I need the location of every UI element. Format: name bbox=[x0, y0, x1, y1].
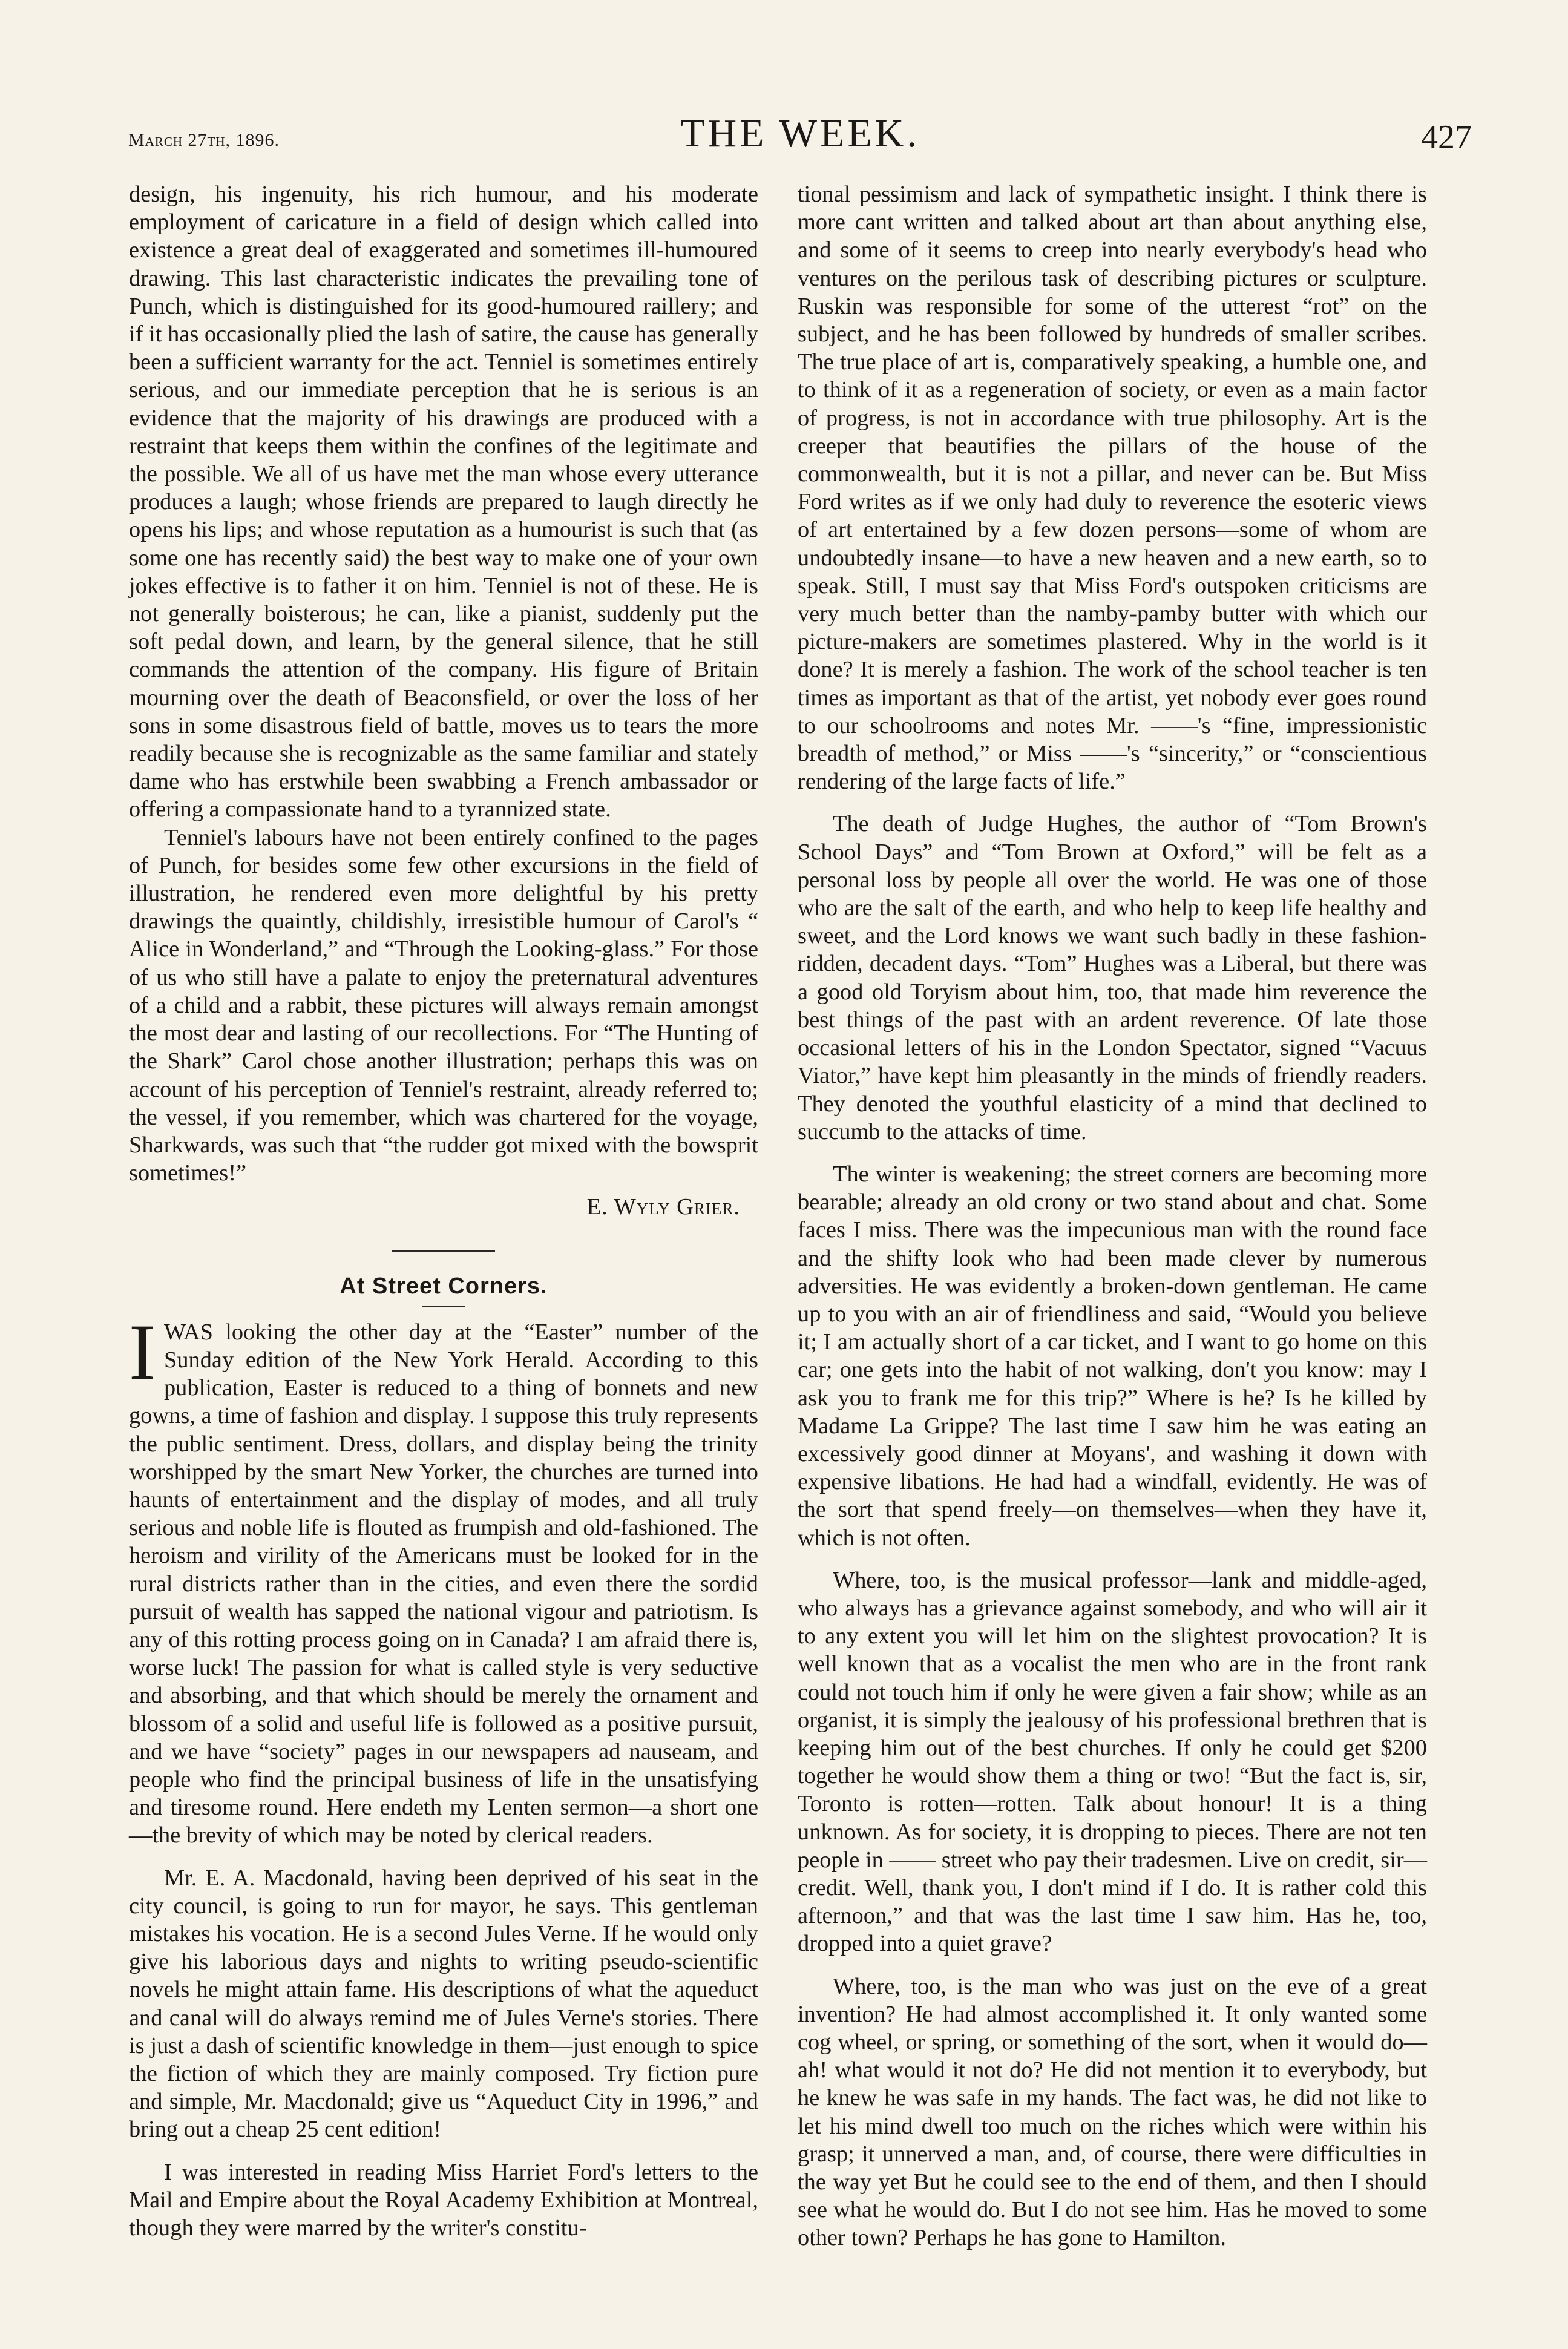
paragraph-art-cant: tional pessimism and lack of sympathetic insight. I think there is more cant written and talked about art than about anything else, and some of it seems to creep into nearly everybody's head who ventures on the perilous task of describing pictures or sculpture. Ruskin was responsible for some of the utterest “rot” on the subject, and he has been followed by hundreds of smaller scribes. The true place of art is, comparatively speaking, a humble one, and to think of it as a regeneration of society, or even as a main factor of progress, is not in accordance with true philosophy. Art is the creeper that beautifies the pillars of the house of the commonwealth, but it is not a pillar, and never can be. But Miss Ford writes as if we only had duly to reverence the esoteric views of art entertained by a few dozen persons—some of whom are undoubtedly insane—to have a new heaven and a new earth, so to speak. Still, I must say that Miss Ford's outspoken criticisms are very much better than the namby-pamby butter with which our picture-makers are sometimes plastered. Why in the world is it done? It is merely a fashion. The work of the school teacher is ten times as important as that of the artist, yet nobody ever goes round to our schoolrooms and notes Mr. ——'s “fine, impressionistic breadth of method,” or Miss ——'s “sincerity,” or “conscientious rendering of the large facts of life.” bbox=[798, 182, 1427, 795]
paragraph-tenniel-2: Tenniel's labours have not been entirely confined to the pages of Punch, for besides some few other excursions in the field of illustration, he rendered even more delightful by his pretty drawings the quaintly, childishly, irresistible humour of Carol's “ Alice in Wonderland,” and “Through the Looking-glass.” For those of us who still have a palate to enjoy the preternatural adventures of a child and a rabbit, these pictures will always remain amongst the most dear and lasting of our recollections. For “The Hunting of the Shark” Carol chose another illustration; perhaps this was on account of his perception of Tenniel's restraint, already referred to; the vessel, if you remember, which was chartered for the voyage, Sharkwards, was such that “the rudder got mixed with the bowsprit sometimes!” bbox=[129, 824, 758, 1186]
author-signature: E. Wyly Grier. bbox=[586, 1194, 740, 1220]
section-divider bbox=[392, 1250, 495, 1252]
paragraph-easter bbox=[129, 1307, 758, 1850]
article-title: At Street Corners. bbox=[340, 1273, 548, 1299]
issue-date: March 27th, 1896. bbox=[128, 130, 280, 150]
drop-cap: I bbox=[129, 1307, 156, 1396]
paragraph-inventor: Where, too, is the man who was just on the eve of a great invention? He had almost accomplished it. It only wanted some cog wheel, or spring, or something of the sort, when it would do—ah! what would it not do? He did not mention it to everybody, but he knew he was safe in my hands. The fact was, he did not like to let his mind dwell too much on the riches which were within his grasp; it unnerved a man, and, of course, there were difficulties in the way yet But he could see to the end of them, and then I should see what he would do. But I do not see him. Has he moved to some other town? Perhaps he has gone to Hamilton. bbox=[798, 1973, 1427, 2251]
paragraph-tenniel-1: design, his ingenuity, his rich humour, and his moderate employment of caricature in a field of design which called into existence a great deal of exaggerated and sometimes ill-humoured drawing. This last characteristic indicates the prevailing tone of Punch, which is distinguished for its good-humoured raillery; and if it has occasionally plied the lash of satire, the cause has generally been a sufficient warranty for the act. Tenniel is sometimes entirely serious, and our immediate perception that he is serious is an evidence that the majority of his drawings are produced with a restraint that keeps them within the confines of the legitimate and the possible. We all of us have met the man whose every utterance produces a laugh; whose friends are prepared to laugh directly he opens his lips; and whose reputation as a humourist is such that (as some one has recently said) the best way to make one of your own jokes effective is to father it on him. Tenniel is not of these. He is not generally boisterous; he can, like a pianist, suddenly put the soft pedal down, and learn, by the general silence, that he still commands the attention of the company. His figure of Britain mourning over the death of Beaconsfield, or over the loss of her sons in some disastrous field of battle, moves us to tears the more readily because she is recognizable as the same familiar and stately dame who has erstwhile been swabbing a French ambassador or offering a compassionate hand to a tyrannized state. bbox=[129, 182, 758, 823]
paragraph-ford-letters: I was interested in reading Miss Harriet Ford's letters to the Mail and Empire about the Royal Academy Exhibition at Montreal, though they were marred by the writer's constitu- bbox=[129, 2159, 758, 2241]
paragraph-winter: The winter is weakening; the street corners are becoming more bearable; already an old crony or two stand about and chat. Some faces I miss. There was the impecunious man with the round face and the shifty look who had been made clever by numerous adversities. He was evidently a broken-down gentleman. He came up to you with an air of friendliness and said, “Would you believe it; I am actually short of a car ticket, and I want to go home on this car; one gets into the habit of not walking, don't you know: may I ask you to frank me for this trip?” Where is he? Is he killed by Madame La Grippe? The last time I saw him he was eating an excessively good dinner at Moyans', and washing it down with expensive libations. He had had a windfall, evidently. He was of the sort that spend freely—on themselves—when they have it, which is not often. bbox=[798, 1161, 1427, 1551]
paragraph-easter-text: WAS looking the other day at the “Easter” number of the Sunday edition of the New York Herald. According to this publication, Easter is reduced to a thing of bonnets and new gowns, a time of fashion and display. I suppose this truly represents the public sentiment. Dress, dollars, and display being the trinity worshipped by the smart New Yorker, the churches are turned into haunts of entertainment and the display of modes, and all truly serious and noble life is flouted as frumpish and old-fashioned. The heroism and virility of the Americans must be looked for in the rural districts rather than in the cities, and even there the sordid pursuit of wealth has sapped the national vigour and patriotism. Is any of this rotting process going on in Canada? I am afraid there is, worse luck! The passion for what is called style is very seductive and absorbing, and that which should be merely the ornament and blossom of a solid and useful life is followed as a positive pursuit, and we have “society” pages in our newspapers ad nauseam, and people who find the principal business of life in the unsatisfying and tiresome round. Here endeth my Lenten sermon—a short one—the brevity of which may be noted by clerical readers. bbox=[129, 1319, 758, 1848]
title-underline bbox=[422, 1306, 465, 1307]
paragraph-macdonald: Mr. E. A. Macdonald, having been deprived of his seat in the city council, is going to run for mayor, he says. This gentleman mistakes his vocation. He is a second Jules Verne. If he would only give his laborious days and nights to writing pseudo-scientific novels he might attain fame. His descriptions of what the aqueduct and canal will do always remind me of Jules Verne's stories. There is just a dash of scientific knowledge in them—just enough to spice the fiction of which they are mainly composed. Try fiction pure and simple, Mr. Macdonald; give us “Aqueduct City in 1996,” and bring out a cheap 25 cent edition! bbox=[129, 1865, 758, 2143]
right-column bbox=[798, 180, 1427, 2252]
page-number: 427 bbox=[1421, 119, 1472, 156]
page-header bbox=[128, 106, 1472, 172]
paragraph-judge-hughes: The death of Judge Hughes, the author of “Tom Brown's School Days” and “Tom Brown at Oxford,” will be felt as a personal loss by people all over the world. He was one of those who are the salt of the earth, and who help to keep life healthy and sweet, and the Lord knows we want such badly in these fashion-ridden, decadent days. “Tom” Hughes was a Liberal, but there was a good old Toryism about him, too, that made him reverence the best things of the past with an ardent reverence. Of late those occasional letters of his in the London Spectator, signed “Vacuus Viator,” have kept him pleasantly in the minds of friendly readers. They denoted the youthful elasticity of a mind that declined to succumb to the attacks of time. bbox=[798, 811, 1427, 1145]
masthead-title: THE WEEK. bbox=[680, 111, 920, 156]
paragraph-musical-professor: Where, too, is the musical professor—lank and middle-aged, who always has a grievance against somebody, and who will air it to any extent you will let him on the slightest provocation? It is well known that as a vocalist the men who are in the front rank could not touch him if only he were given a fair show; while as an organist, it is simply the jealousy of his professional brethren that is keeping him out of the best churches. If only he could get $200 together he would show them a thing or two! “But the fact is, sir, Toronto is rotten—rotten. Talk about honour! It is a thing unknown. As for society, it is dropping to pieces. There are not ten people in —— street who pay their tradesmen. Live on credit, sir—credit. Well, thank you, I don't mind if I do. It is rather cold this afternoon,” and that was the last time I saw him. Has he, too, dropped into a quiet grave? bbox=[798, 1567, 1427, 1957]
left-column bbox=[129, 180, 758, 2242]
